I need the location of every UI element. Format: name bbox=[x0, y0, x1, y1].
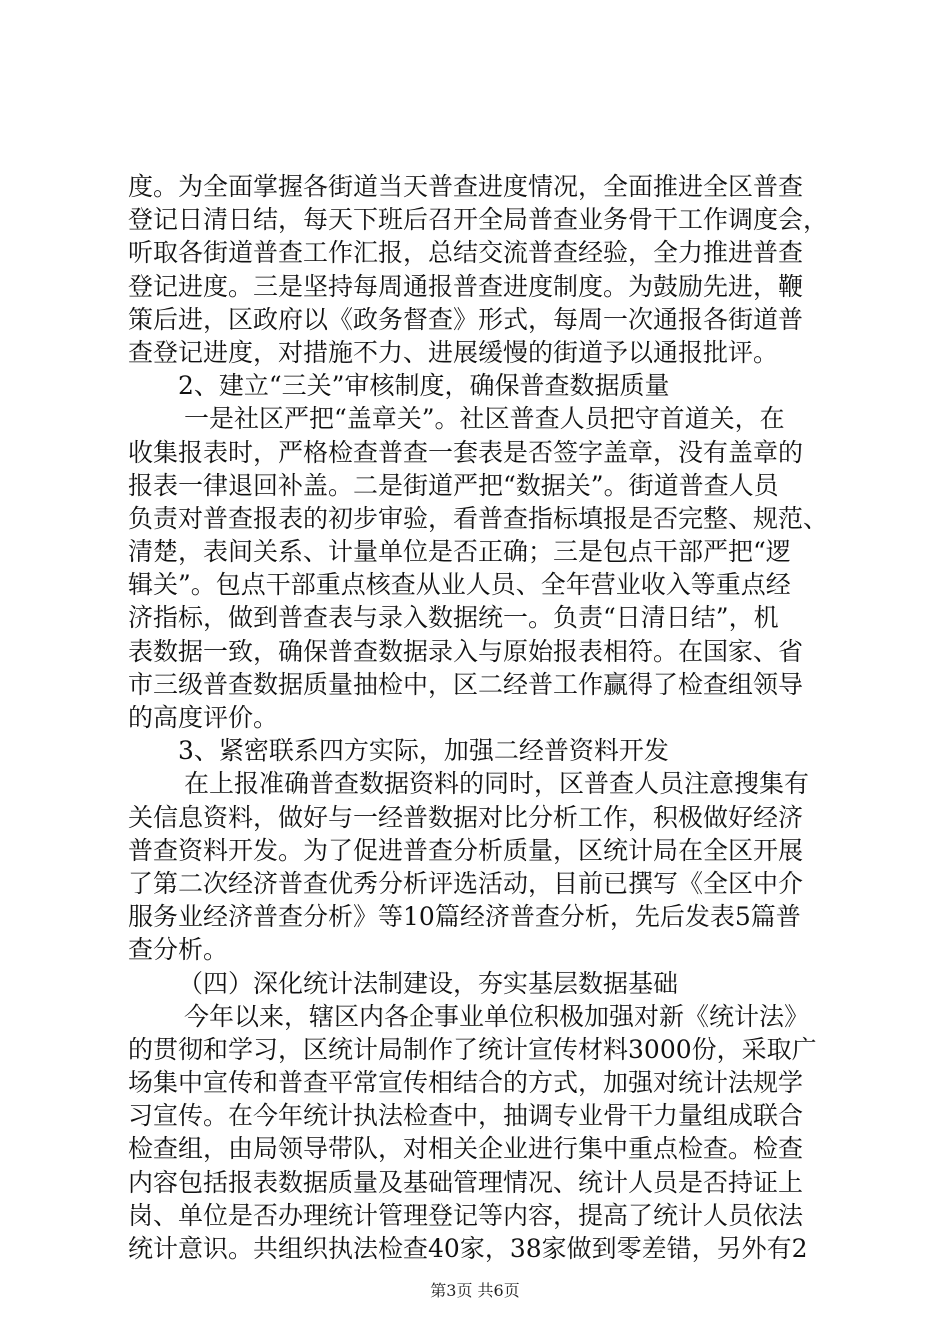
section-heading: 3、紧密联系四方实际，加强二经普资料开发 bbox=[178, 736, 669, 766]
text-line: 的贯彻和学习，区统计局制作了统计宣传材料3000份，采取广 bbox=[128, 1034, 817, 1064]
text-line: 普查资料开发。为了促进普查分析质量，区统计局在全区开展 bbox=[128, 835, 804, 865]
section-heading: 2、建立“三关”审核制度，确保普查数据质量 bbox=[178, 371, 670, 401]
text-line: 市三级普查数据质量抽检中，区二经普工作赢得了检查组领导 bbox=[128, 669, 804, 699]
text-line: 查登记进度，对措施不力、进展缓慢的街道予以通报批评。 bbox=[128, 337, 779, 367]
text-line: 习宣传。在今年统计执法检查中，抽调专业骨干力量组成联合 bbox=[128, 1101, 804, 1131]
text-line: 听取各街道普查工作汇报，总结交流普查经验，全力推进普查 bbox=[128, 238, 804, 268]
text-line: 一是社区严把“盖章关”。社区普查人员把守首道关，在 bbox=[184, 404, 785, 434]
text-line: 报表一律退回补盖。二是街道严把“数据关”。街道普查人员 bbox=[128, 470, 779, 500]
text-line: 策后进，区政府以《政务督查》形式，每周一次通报各街道普 bbox=[128, 304, 804, 334]
text-line: 登记进度。三是坚持每周通报普查进度制度。为鼓励先进，鞭 bbox=[128, 271, 804, 301]
page-number-footer: 第3页 共6页 bbox=[430, 1281, 520, 1300]
text-line: 度。为全面掌握各街道当天普查进度情况，全面推进全区普查 bbox=[128, 172, 804, 201]
text-line: 辑关”。包点干部重点核查从业人员、全年营业收入等重点经 bbox=[128, 570, 791, 600]
text-line: 关信息资料，做好与一经普数据对比分析工作，积极做好经济 bbox=[128, 802, 804, 832]
text-line: 济指标，做到普查表与录入数据统一。负责“日清日结”，机 bbox=[128, 603, 779, 633]
text-line: 表数据一致，确保普查数据录入与原始报表相符。在国家、省 bbox=[128, 636, 804, 666]
text-line: 场集中宣传和普查平常宣传相结合的方式，加强对统计法规学 bbox=[128, 1068, 804, 1098]
section-heading: （四）深化统计法制建设，夯实基层数据基础 bbox=[178, 968, 679, 998]
text-line: 清楚，表间关系、计量单位是否正确；三是包点干部严把“逻 bbox=[128, 537, 791, 567]
text-line: 服务业经济普查分析》等10篇经济普查分析，先后发表5篇普 bbox=[128, 902, 801, 932]
text-line: 在上报准确普查数据资料的同时，区普查人员注意搜集有 bbox=[184, 769, 810, 799]
text-line: 岗、单位是否办理统计管理登记等内容，提高了统计人员依法 bbox=[128, 1200, 804, 1230]
text-line: 收集报表时，严格检查普查一套表是否签字盖章，没有盖章的 bbox=[128, 437, 804, 467]
document-body bbox=[128, 170, 828, 1265]
text-line: 检查组，由局领导带队，对相关企业进行集中重点检查。检查 bbox=[128, 1134, 804, 1164]
text-line: 查分析。 bbox=[128, 935, 229, 965]
text-line: 了第二次经济普查优秀分析评选活动，目前已撰写《全区中介 bbox=[128, 868, 804, 898]
text-line: 今年以来，辖区内各企事业单位积极加强对新《统计法》 bbox=[184, 1001, 810, 1031]
text-line: 内容包括报表数据质量及基础管理情况、统计人员是否持证上 bbox=[128, 1167, 804, 1197]
text-line: 统计意识。共组织执法检查40家，38家做到零差错，另外有2 bbox=[128, 1234, 808, 1263]
text-line: 负责对普查报表的初步审验，看普查指标填报是否完整、规范、 bbox=[128, 503, 829, 533]
text-line: 登记日清日结，每天下班后召开全局普查业务骨干工作调度会， bbox=[128, 205, 829, 235]
text-line: 的高度评价。 bbox=[128, 703, 279, 732]
